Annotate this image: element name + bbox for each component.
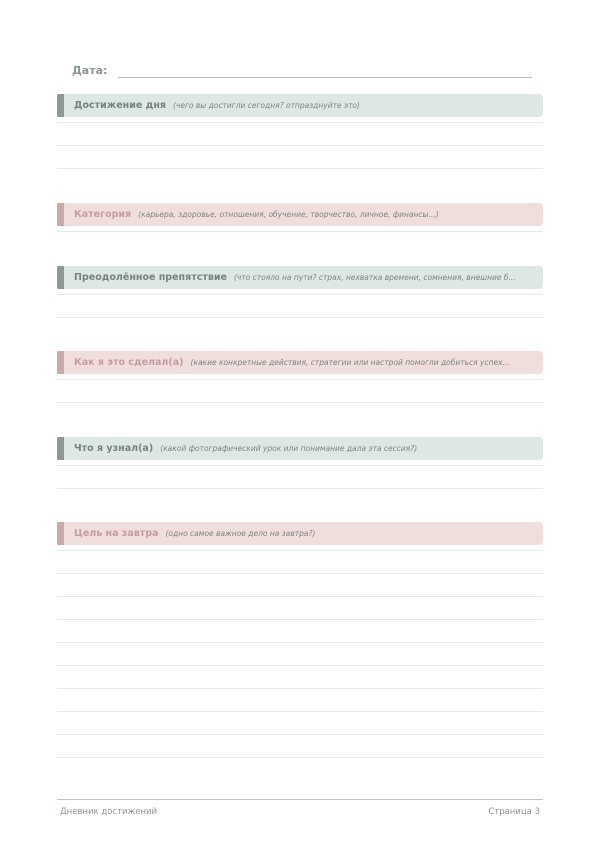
section-accent xyxy=(57,351,64,374)
date-input-line[interactable] xyxy=(118,77,532,78)
writing-line[interactable] xyxy=(57,145,543,146)
writing-line[interactable] xyxy=(57,665,543,666)
writing-line[interactable] xyxy=(57,168,543,169)
writing-line[interactable] xyxy=(57,122,543,123)
footer-divider xyxy=(57,799,543,800)
writing-line[interactable] xyxy=(57,465,543,466)
date-label: Дата: xyxy=(72,64,108,77)
date-row xyxy=(72,62,532,80)
section-accent xyxy=(57,522,64,545)
writing-line[interactable] xyxy=(57,734,543,735)
writing-line[interactable] xyxy=(57,573,543,574)
writing-line[interactable] xyxy=(57,294,543,295)
writing-line[interactable] xyxy=(57,642,543,643)
section-hint: (какой фотографический урок или понимание дала эта сессия?) xyxy=(160,444,418,453)
section-how-header xyxy=(57,351,543,374)
section-accent xyxy=(57,266,64,289)
section-obstacle-header xyxy=(57,266,543,289)
section-accent xyxy=(57,94,64,117)
section-goal-header xyxy=(57,522,543,545)
footer-page-number: Страница 3 xyxy=(488,807,540,817)
section-title: Преодолённое препятствие xyxy=(74,272,227,283)
section-hint: (одно самое важное дело на завтра?) xyxy=(165,529,316,538)
writing-line[interactable] xyxy=(57,711,543,712)
writing-line[interactable] xyxy=(57,488,543,489)
section-hint: (карьера, здоровье, отношения, обучение, творчество, личное, финансы...) xyxy=(138,210,439,219)
section-hint: (что стояло на пути? страх, нехватка времени, сомнения, внешние б... xyxy=(233,273,516,282)
section-category-header xyxy=(57,203,543,226)
section-learned-header xyxy=(57,437,543,460)
section-title: Достижение дня xyxy=(74,100,166,111)
section-title: Как я это сделал(а) xyxy=(74,357,184,368)
section-title: Категория xyxy=(74,209,132,220)
section-accent xyxy=(57,203,64,226)
section-hint: (какие конкретные действия, стратегии или настрой помогли добиться успех... xyxy=(190,358,510,367)
section-accent xyxy=(57,437,64,460)
writing-line[interactable] xyxy=(57,550,543,551)
section-hint: (чего вы достигли сегодня? отпразднуйте это) xyxy=(173,101,360,110)
writing-line[interactable] xyxy=(57,619,543,620)
writing-line[interactable] xyxy=(57,402,543,403)
section-title: Цель на завтра xyxy=(74,528,159,539)
writing-line[interactable] xyxy=(57,688,543,689)
footer-journal-title: Дневник достижений xyxy=(60,807,158,817)
writing-line[interactable] xyxy=(57,317,543,318)
writing-line[interactable] xyxy=(57,379,543,380)
section-title: Что я узнал(а) xyxy=(74,443,154,454)
writing-line[interactable] xyxy=(57,757,543,758)
section-achievement-header xyxy=(57,94,543,117)
writing-line[interactable] xyxy=(57,231,543,232)
writing-line[interactable] xyxy=(57,596,543,597)
